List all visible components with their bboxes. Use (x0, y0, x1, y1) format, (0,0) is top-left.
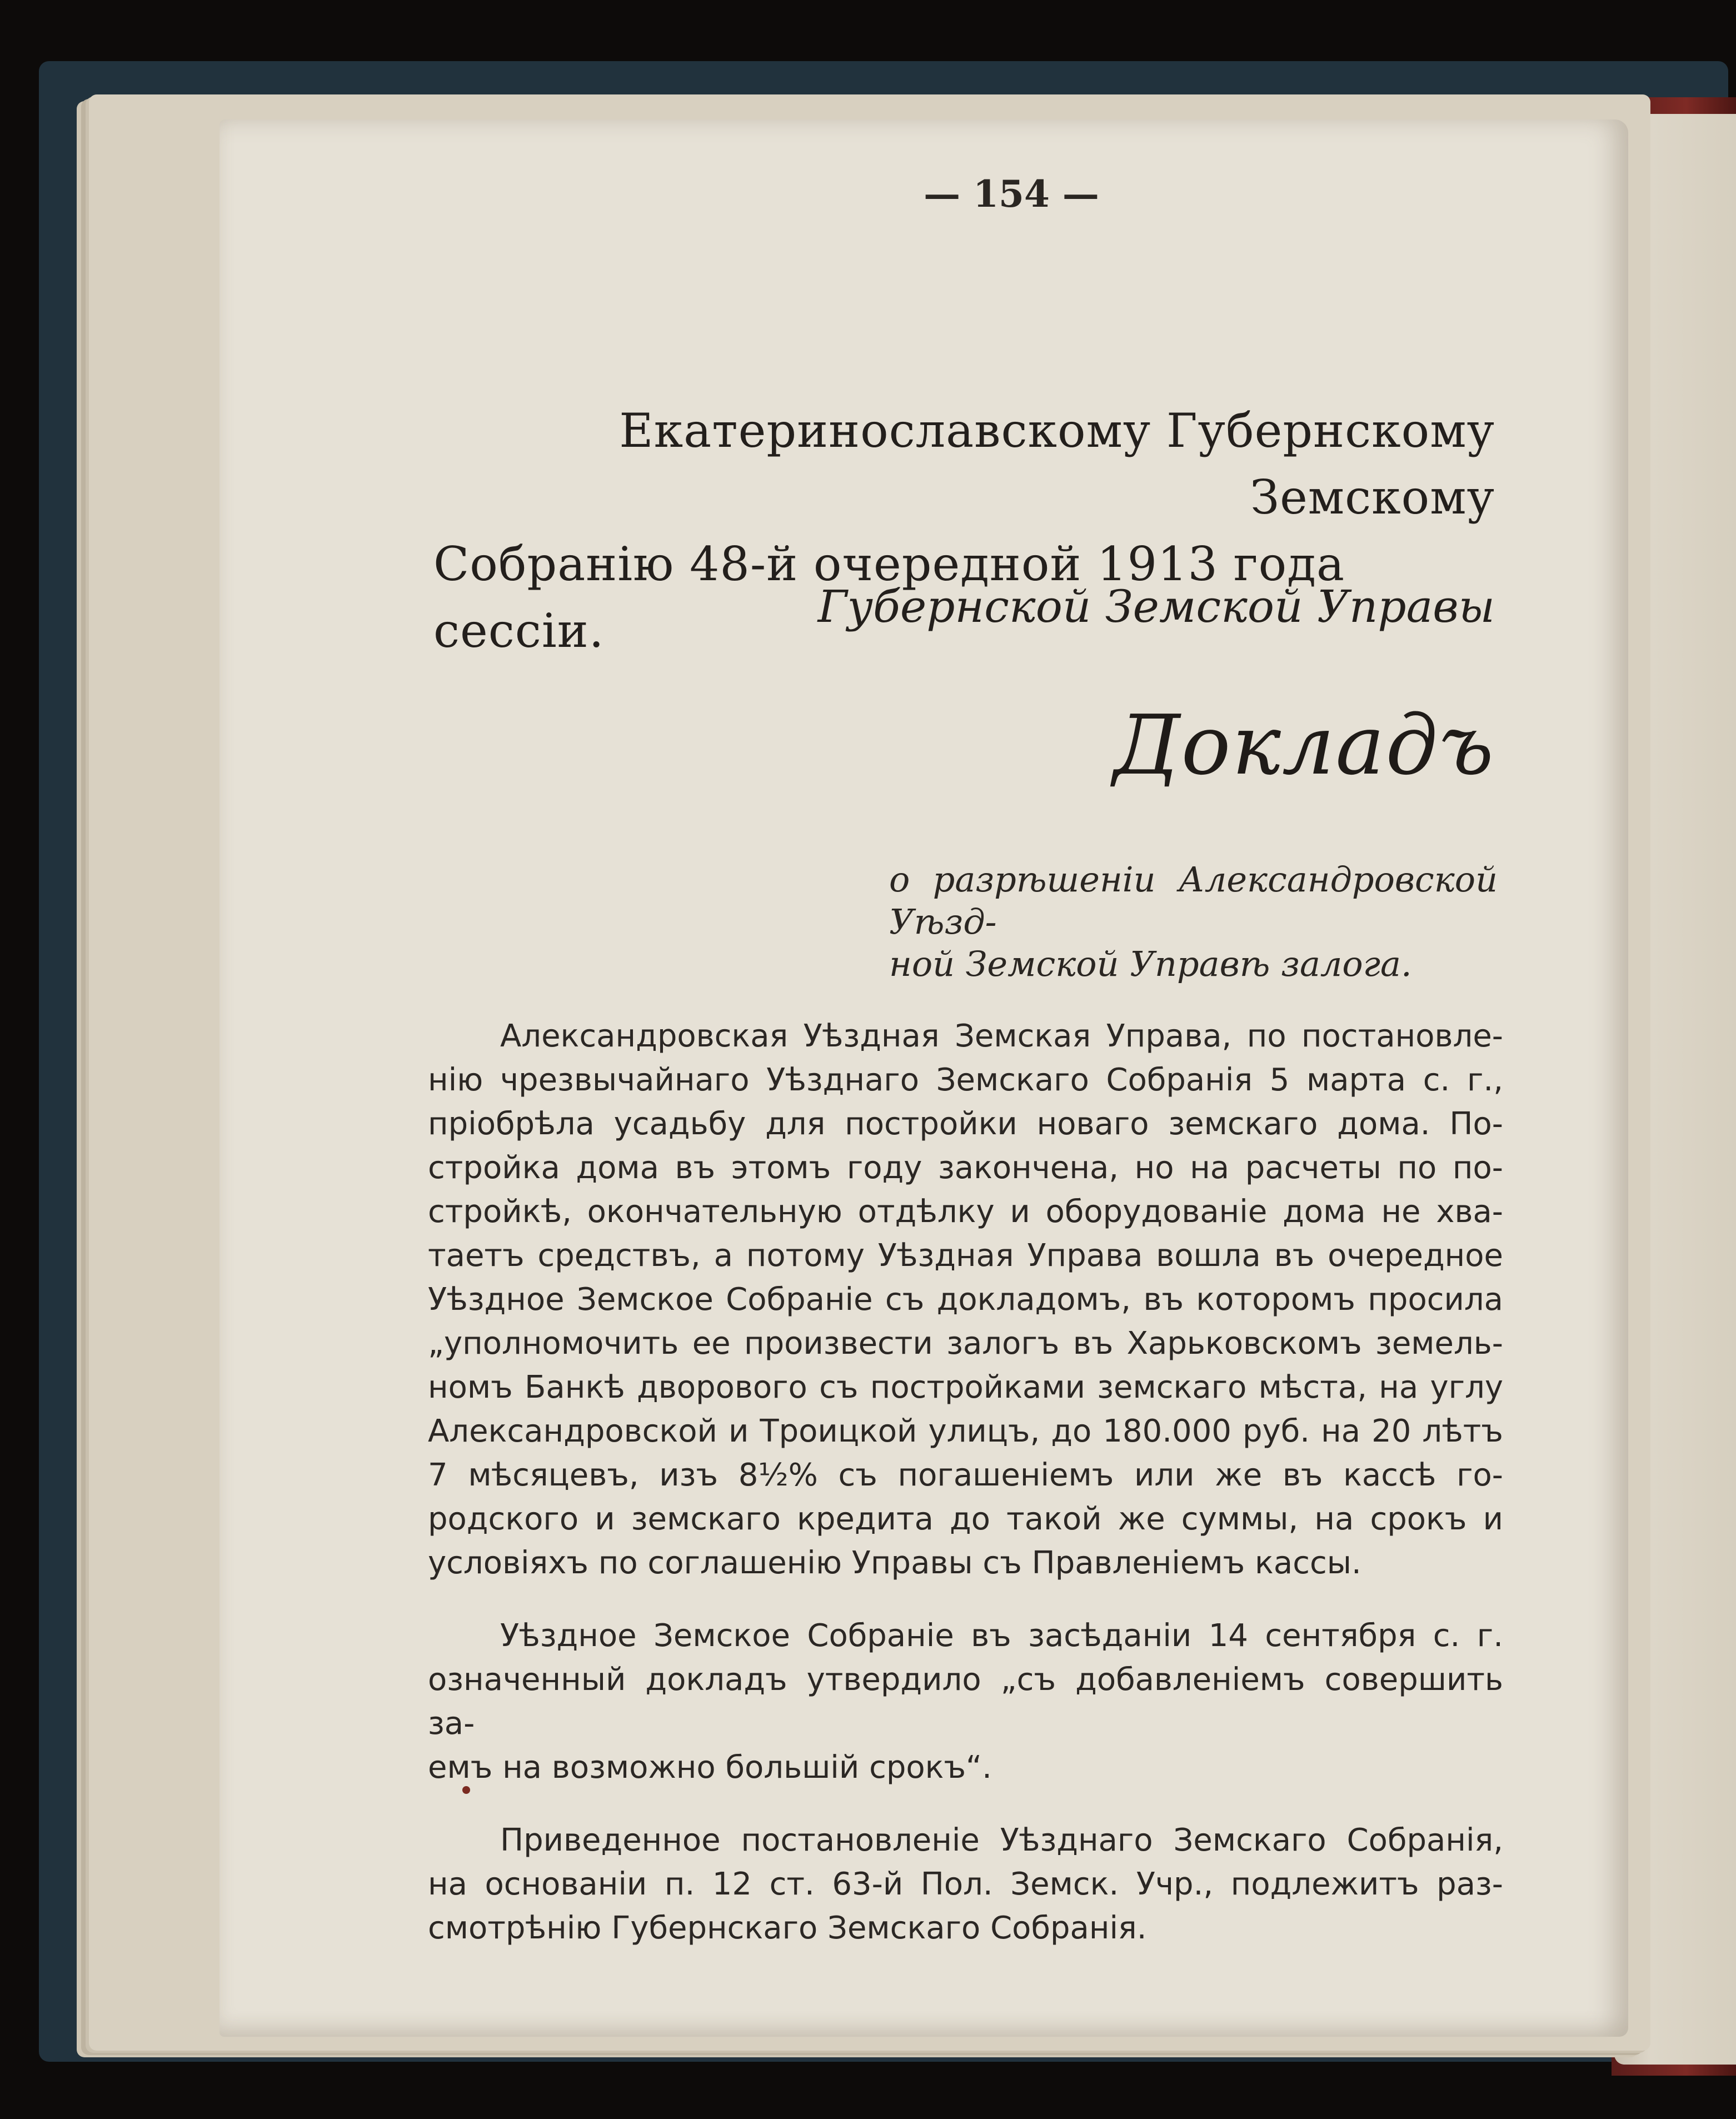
text-line: Уѣздное Земское Собраніе съ докладомъ, въ которомъ просила (428, 1282, 1503, 1318)
text-line: на основаніи п. 12 ст. 63-й Пол. Земск. Учр., подлежитъ раз- (428, 1866, 1503, 1902)
text-line: условіяхъ по соглашенію Управы съ Правленіемъ кассы. (428, 1545, 1361, 1581)
text-line: „уполномочить ее произвести залогъ въ Харьковскомъ земель- (428, 1325, 1503, 1362)
text-line: номъ Банкѣ дворового съ постройками земскаго мѣста, на углу (428, 1369, 1503, 1405)
heading-line-1: Екатеринославскому Губернскому Земскому (619, 403, 1495, 525)
report-subject (889, 859, 1498, 985)
text-line: Александровская Уѣздная Земская Управа, по постановле- (500, 1018, 1503, 1054)
heading-line-2: Собранію 48-й очередной 1913 года сессіи. (433, 537, 1345, 658)
paragraph-3 (428, 1818, 1503, 1950)
text-line: пріобрѣла усадьбу для постройки новаго земскаго дома. По- (428, 1106, 1503, 1142)
text-line: стройкѣ, окончательную отдѣлку и оборудованіе дома не хва- (428, 1194, 1503, 1230)
text-line: нію чрезвычайнаго Уѣзднаго Земскаго Собранія 5 марта с. г., (428, 1062, 1503, 1098)
ink-speck (462, 1786, 470, 1794)
paragraph-1 (428, 1014, 1503, 1585)
text-line: стройка дома въ этомъ году закончена, но на расчеты по по- (428, 1150, 1503, 1186)
text-line: означенный докладъ утвердило „съ добавленіемъ совершить за- (428, 1662, 1503, 1742)
text-line: родского и земскаго кредита до такой же суммы, на срокъ и (428, 1501, 1503, 1537)
text-line: таетъ средствъ, а потому Уѣздная Управа вошла въ очередное (428, 1238, 1503, 1274)
from-line: Губернской Земской Управы (817, 581, 1495, 632)
text-line: емъ на возможно большій срокъ“. (428, 1749, 992, 1786)
text-line: Александровской и Троицкой улицъ, до 180.000 руб. на 20 лѣтъ (428, 1413, 1503, 1449)
text-line: Уѣздное Земское Собраніе въ засѣданіи 14 сентября с. г. (500, 1618, 1503, 1654)
page-number: — 154 — (924, 172, 1099, 216)
subject-line-2: ной Земской Управѣ залога. (889, 944, 1412, 984)
body-text (428, 1014, 1503, 1979)
text-line: 7 мѣсяцевъ, изъ 8½% съ погашеніемъ или же въ кассѣ го- (428, 1457, 1503, 1493)
subject-line-1: о разрѣшеніи Александровской Уѣзд- (889, 859, 1498, 942)
document-title: Докладъ (1113, 697, 1495, 793)
text-line: Приведенное постановленіе Уѣзднаго Земскаго Собранія, (500, 1822, 1503, 1858)
paragraph-2 (428, 1614, 1503, 1789)
text-line: смотрѣнію Губернскаго Земскаго Собранія. (428, 1910, 1147, 1946)
